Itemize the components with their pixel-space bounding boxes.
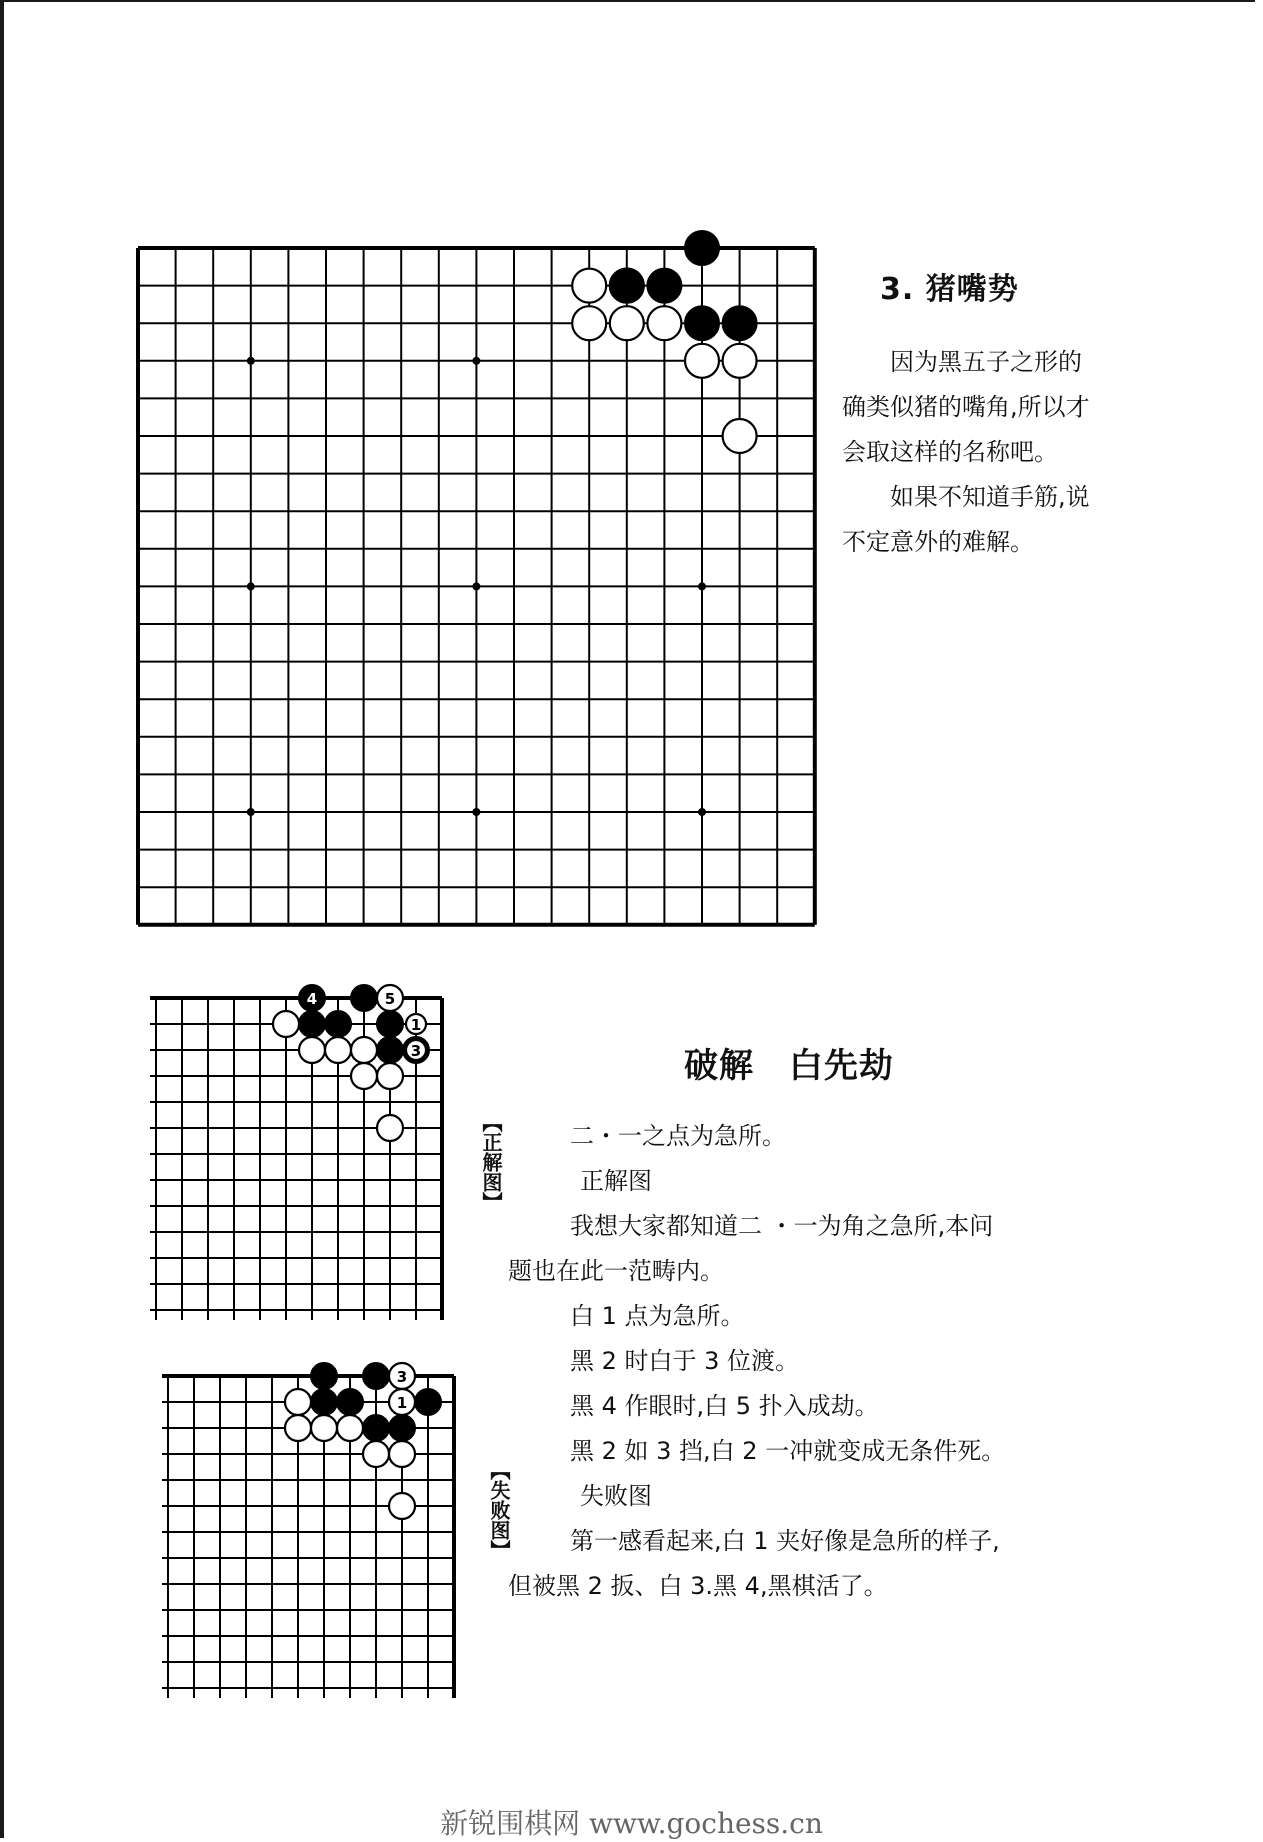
white-stone [337, 1415, 363, 1441]
solution-heading: 破解 白先劫 [684, 1046, 894, 1086]
white-stone [723, 344, 757, 378]
solution-line-5: 黑 2 时白于 3 位渡。 [570, 1347, 800, 1375]
move-number: 3 [396, 1368, 408, 1386]
black-stone [299, 1011, 325, 1037]
star-point [472, 582, 480, 590]
footer-site-url: www.gochess.cn [589, 1807, 823, 1840]
move-number: 4 [306, 990, 318, 1008]
black-stone [351, 985, 377, 1011]
black-stone [685, 231, 719, 265]
white-stone [377, 1063, 403, 1089]
black-stone [723, 306, 757, 340]
solution-line-9b: 但被黑 2 扳、白 3.黑 4,黑棋活了。 [508, 1572, 888, 1600]
white-stone [572, 306, 606, 340]
black-stone [389, 1415, 415, 1441]
star-point [698, 582, 706, 590]
solution-line-4: 白 1 点为急所。 [570, 1302, 745, 1330]
white-stone [285, 1389, 311, 1415]
black-stone [377, 1011, 403, 1037]
white-stone [299, 1037, 325, 1063]
black-stone [311, 1363, 337, 1389]
solution-line-3a: 我想大家都知道二 ・一为角之急所,本问 [570, 1212, 994, 1240]
white-stone [389, 1493, 415, 1519]
description-para-2: 如果不知道手筋,说不定意外的难解。 [842, 483, 1090, 556]
white-stone [572, 269, 606, 303]
solution-line-9a: 第一感看起来,白 1 夹好像是急所的样子, [570, 1527, 1000, 1555]
black-stone [363, 1415, 389, 1441]
solution-line-2: 正解图 [580, 1167, 652, 1195]
star-point [247, 357, 255, 365]
failure-diagram-label: 【失败图】 [487, 1460, 511, 1560]
footer-site-name: 新锐围棋网 [440, 1807, 581, 1840]
black-stone [311, 1389, 337, 1415]
correct-diagram-label: 【正解图】 [479, 1112, 503, 1212]
solution-text [508, 1114, 1098, 1609]
white-stone [311, 1415, 337, 1441]
black-stone [337, 1389, 363, 1415]
solution-line-1: 二・一之点为急所。 [570, 1122, 786, 1150]
white-stone [363, 1441, 389, 1467]
problem-description [842, 340, 1092, 565]
move-number: 5 [384, 990, 396, 1008]
solution-line-3b: 题也在此一范畴内。 [508, 1257, 724, 1285]
white-stone [723, 419, 757, 453]
footer-watermark [4, 1802, 1259, 1842]
black-stone [610, 269, 644, 303]
main-go-board [130, 240, 820, 920]
solution-line-7: 黑 2 如 3 挡,白 2 一冲就变成无条件死。 [570, 1437, 1006, 1465]
solution-line-8: 失败图 [580, 1482, 652, 1510]
white-stone [377, 1115, 403, 1141]
white-stone [389, 1441, 415, 1467]
black-stone [325, 1011, 351, 1037]
star-point [247, 582, 255, 590]
black-stone [415, 1389, 441, 1415]
failure-diagram-board [162, 1362, 502, 1712]
star-point [247, 808, 255, 816]
white-stone [351, 1063, 377, 1089]
solution-line-6: 黑 4 作眼时,白 5 扑入成劫。 [570, 1392, 879, 1420]
star-point [472, 357, 480, 365]
black-stone [377, 1037, 403, 1063]
description-para-1: 因为黑五子之形的确类似猪的嘴角,所以才会取这样的名称吧。 [842, 348, 1090, 466]
white-stone [285, 1415, 311, 1441]
black-stone [647, 269, 681, 303]
white-stone [325, 1037, 351, 1063]
white-stone [610, 306, 644, 340]
problem-title: 3. 猪嘴势 [880, 272, 1019, 307]
star-point [472, 808, 480, 816]
move-number: 3 [410, 1042, 422, 1060]
white-stone [647, 306, 681, 340]
move-number: 1 [410, 1016, 422, 1034]
correct-diagram-board [150, 980, 490, 1330]
white-stone [273, 1011, 299, 1037]
white-stone [351, 1037, 377, 1063]
move-number: 1 [396, 1394, 408, 1412]
black-stone [685, 306, 719, 340]
black-stone [363, 1363, 389, 1389]
star-point [698, 808, 706, 816]
white-stone [685, 344, 719, 378]
